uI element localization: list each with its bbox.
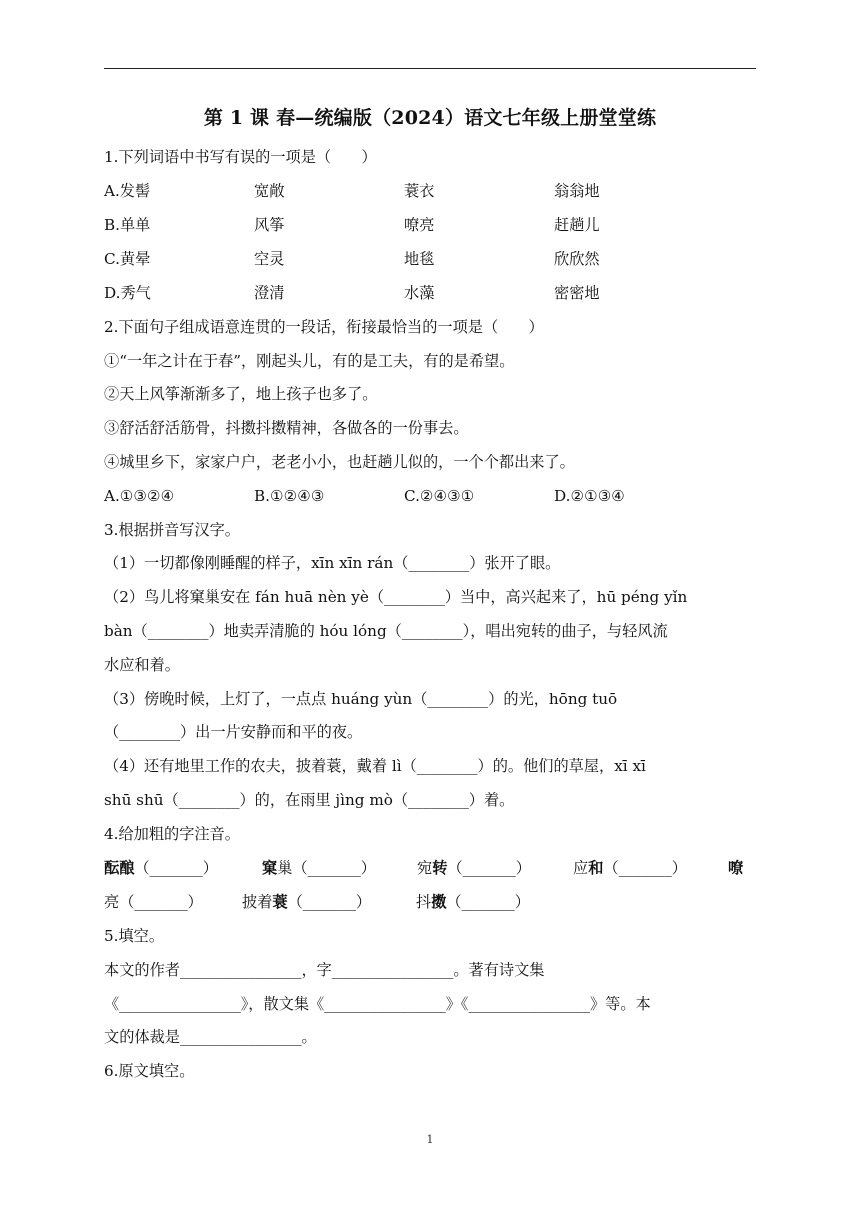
- q1-a-2: 宽敞: [254, 182, 285, 200]
- q5-line-1: 本文的作者________________，字________________。著有诗文集: [104, 961, 545, 979]
- q2-sentence-2: ②天上风筝渐渐多了，地上孩子也多了。: [104, 385, 378, 403]
- q4-blank-6: （_______）: [287, 893, 372, 911]
- q2-stem: 2.下面句子组成语意连贯的一段话，衔接最恰当的一项是（ ）: [104, 318, 544, 336]
- q4-word-2-plain: 巢: [277, 859, 293, 877]
- q3-line-7: （4）还有地里工作的农夫，披着蓑，戴着 lì（________）的。他们的草屋，xī xī: [104, 757, 646, 775]
- q4-blank-2: （_______）: [292, 859, 376, 877]
- q3-line-1: （1）一切都像刚睡醒的样子，xīn xīn rán（________）张开了眼。: [104, 554, 561, 572]
- q2-option-c: C.②④③①: [404, 487, 475, 505]
- q4-word-3-bold: 转: [432, 859, 448, 877]
- q4-word-5-bold: 嘹: [728, 859, 744, 877]
- q1-d-3: 水藻: [404, 284, 435, 302]
- q1-a-3: 蓑衣: [404, 182, 435, 200]
- q4-word-6-bold: 蓑: [272, 893, 288, 911]
- q4-word-3-plain: 宛: [417, 859, 433, 877]
- q2-sentence-1: ①“一年之计在于春”，刚起头儿，有的是工夫，有的是希望。: [104, 352, 515, 370]
- q4-word-2-bold: 窠: [262, 859, 278, 877]
- q1-d-2: 澄清: [254, 284, 285, 302]
- q4-word-7-bold: 擞: [431, 893, 447, 911]
- q3-line-4: 水应和着。: [104, 656, 180, 674]
- q4-item-2: [262, 858, 376, 878]
- q4-item-6: [242, 892, 371, 912]
- q4-word-1-bold: 酝酿: [104, 859, 135, 877]
- q1-b-3: 嘹亮: [404, 216, 435, 234]
- q2-option-a: A.①③②④: [104, 487, 175, 505]
- q4-word-7-plain: 抖: [416, 893, 432, 911]
- q4-blank-4: （_______）: [603, 859, 687, 877]
- q4-blank-3: （_______）: [447, 859, 531, 877]
- q5-stem: 5.填空。: [104, 927, 165, 945]
- q1-stem: 1.下列词语中书写有误的一项是（ ）: [104, 148, 377, 166]
- q1-b-1: B.单单: [104, 216, 151, 234]
- q1-b-4: 赶趟儿: [554, 216, 600, 234]
- q5-line-3: 文的体裁是________________。: [104, 1028, 317, 1046]
- q4-stem: 4.给加粗的字注音。: [104, 825, 240, 843]
- q4-word-4-plain: 应: [573, 859, 589, 877]
- q1-d-4: 密密地: [554, 284, 600, 302]
- q4-blank-5: （_______）: [119, 893, 203, 911]
- q3-stem: 3.根据拼音写汉字。: [104, 521, 240, 539]
- q1-a-4: 翁翁地: [554, 182, 600, 200]
- header-rule: [104, 68, 756, 69]
- q1-c-1: C.黄晕: [104, 250, 151, 268]
- q2-option-b: B.①②④③: [254, 487, 325, 505]
- q5-line-2: 《________________》，散文集《________________》《________________》等。本: [104, 995, 651, 1013]
- q4-word-4-bold: 和: [588, 859, 604, 877]
- q2-sentence-3: ③舒活舒活筋骨，抖擞抖擞精神，各做各的一份事去。: [104, 419, 469, 437]
- q4-blank-7: （_______）: [446, 893, 530, 911]
- q4-item-5: [104, 892, 203, 912]
- q3-line-5: （3）傍晚时候，上灯了，一点点 huáng yùn（________）的光，hōng tuō: [104, 690, 618, 708]
- q4-word-6-plain: 披着: [242, 893, 273, 911]
- q3-line-3: bàn（________）地卖弄清脆的 hóu lóng（________），唱出宛转的曲子，与轻风流: [104, 622, 668, 640]
- q1-a-1: A.发髻: [104, 182, 151, 200]
- q1-c-3: 地毯: [404, 250, 435, 268]
- q4-item-7: [416, 892, 530, 912]
- q3-line-6: （________）出一片安静而和平的夜。: [104, 723, 363, 741]
- q1-b-2: 风筝: [254, 216, 285, 234]
- q4-item-4: [573, 858, 687, 878]
- q4-word-5-plain: 亮: [104, 893, 120, 911]
- q6-stem: 6.原文填空。: [104, 1062, 195, 1080]
- page-title: 第 1 课 春—统编版（2024）语文七年级上册堂堂练: [203, 107, 657, 129]
- q4-item-1: [104, 858, 218, 878]
- q3-line-8: shū shū（________）的，在雨里 jìng mò（________）着。: [104, 791, 515, 809]
- q1-c-4: 欣欣然: [554, 250, 600, 268]
- q1-c-2: 空灵: [254, 250, 285, 268]
- q4-blank-1: （_______）: [134, 859, 218, 877]
- q4-item-3: [417, 858, 531, 878]
- q1-d-1: D.秀气: [104, 284, 151, 302]
- q3-line-2: （2）鸟儿将窠巢安在 fán huā nèn yè（________）当中，高兴起来了，hū péng yǐn: [104, 588, 688, 606]
- q2-sentence-4: ④城里乡下，家家户户，老老小小，也赶趟儿似的，一个个都出来了。: [104, 453, 575, 471]
- q2-option-d: D.②①③④: [554, 487, 625, 505]
- page-number: 1: [426, 1133, 434, 1146]
